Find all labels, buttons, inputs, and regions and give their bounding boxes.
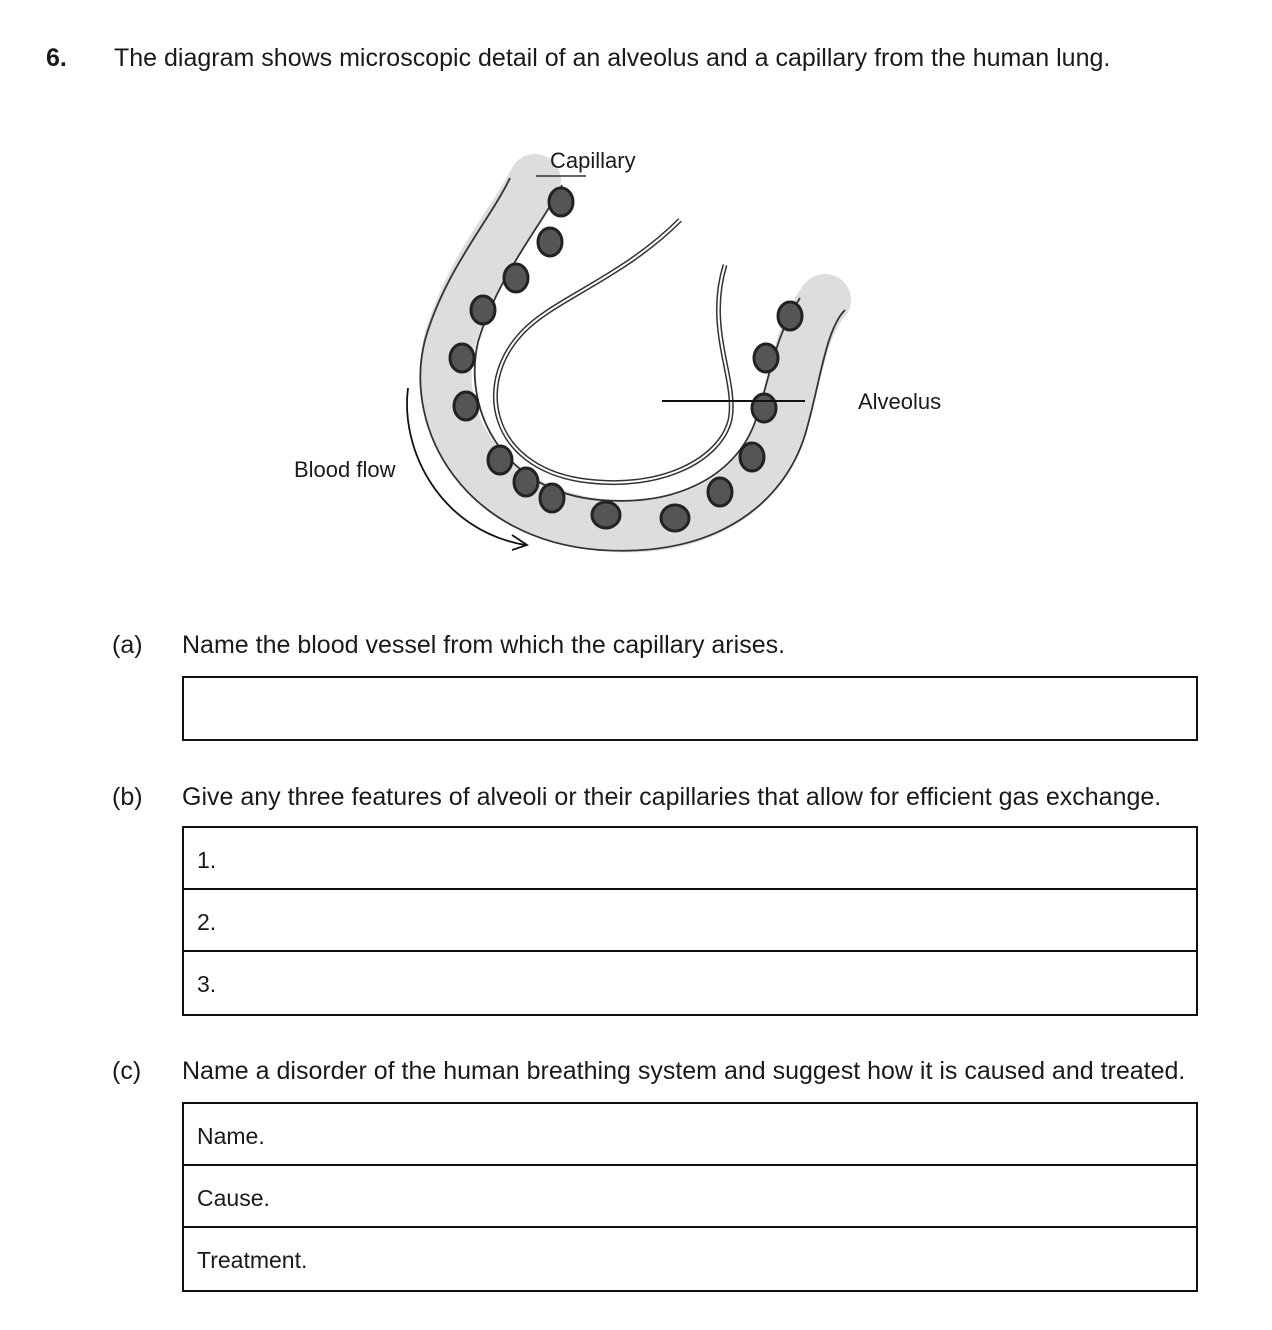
part-b-answer-table [182,826,1198,1016]
part-b-answer-row-3[interactable] [184,952,1196,1014]
part-b-answer-row-1[interactable] [184,828,1196,890]
row-number: 2. [197,909,217,935]
question-text: The diagram shows microscopic detail of an alveolus and a capillary from the human lung. [114,44,1111,72]
part-c-text: Name a disorder of the human breathing system and suggest how it is caused and treated. [182,1057,1186,1085]
part-b-answer-row-2[interactable] [184,890,1196,952]
part-a-answer-box[interactable] [182,676,1198,741]
part-c-label: (c) [112,1057,142,1085]
part-a-text: Name the blood vessel from which the capillary arises. [182,631,786,659]
blood-flow-label: Blood flow [294,457,396,482]
capillary-label: Capillary [550,148,636,173]
part-c-answer-table [182,1102,1198,1292]
part-b-label: (b) [112,783,143,811]
row-number: 3. [197,971,217,997]
alveolus-wall [495,220,731,483]
part-b-text: Give any three features of alveoli or their capillaries that allow for efficient gas exchange. [182,783,1162,811]
part-c-answer-row-name[interactable] [184,1104,1196,1166]
part-c-answer-row-cause[interactable] [184,1166,1196,1228]
question-number: 6. [46,44,67,72]
row-number: 1. [197,847,217,873]
part-c-answer-row-treatment[interactable] [184,1228,1196,1290]
row-label: Treatment. [197,1247,308,1273]
alveolus-capillary-diagram [280,130,980,570]
row-label: Name. [197,1123,265,1149]
row-label: Cause. [197,1185,270,1211]
part-a-label: (a) [112,631,143,659]
alveolus-label: Alveolus [858,389,942,414]
